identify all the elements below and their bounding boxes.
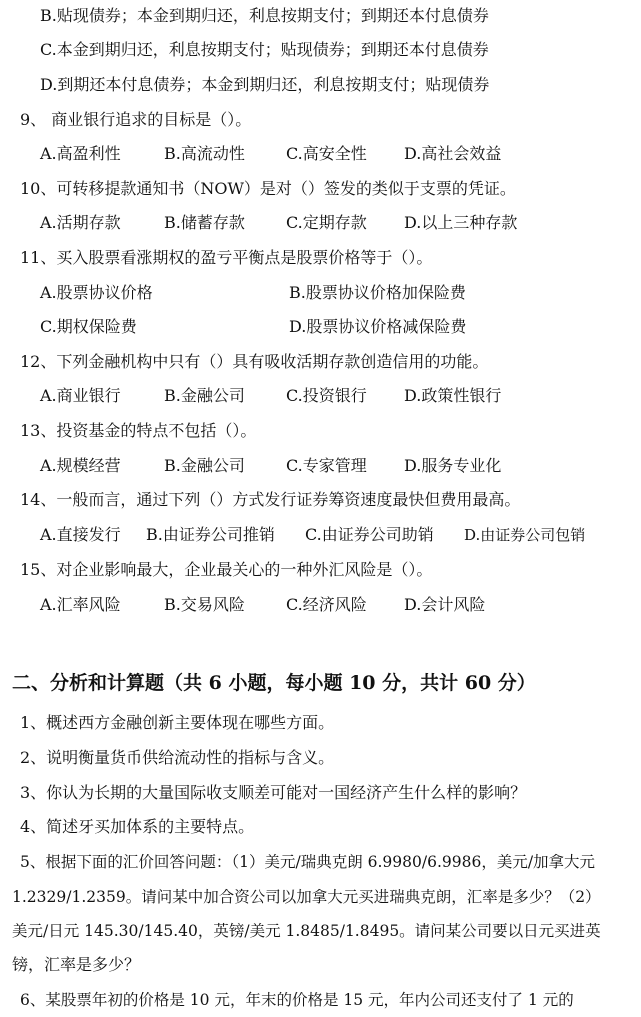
q11-option-b: B.股票协议价格加保险费: [289, 283, 466, 302]
q8-option-d: D.到期还本付息债券；本金到期归还，利息按期支付；贴现债券: [40, 75, 490, 94]
section2-item-6-line-1: 6、某股票年初的价格是 10 元，年末的价格是 15 元，年内公司还支付了 1 元的: [20, 991, 574, 1009]
q11-stem: 11、买入股票看涨期权的盈亏平衡点是股票价格等于（）。: [20, 248, 433, 267]
q14-option-d: D.由证券公司包销: [464, 526, 586, 544]
q14-option-b: B.由证券公司推销: [146, 525, 275, 544]
section2-item-5-line-3: 美元/日元 145.30/145.40，英镑/美元 1.8485/1.8495。请问某公司要以日元买进英: [12, 922, 601, 940]
q14-stem: 14、一般而言，通过下列（）方式发行证券筹资速度最快但费用最高。: [20, 490, 521, 509]
q10-stem: 10、可转移提款通知书（NOW）是对（）签发的类似于支票的凭证。: [20, 179, 516, 198]
q14-option-a: A.直接发行: [40, 525, 121, 544]
q15-option-b: B.交易风险: [164, 595, 245, 614]
q15-option-d: D.会计风险: [404, 595, 486, 614]
section2-item-1: 1、概述西方金融创新主要体现在哪些方面。: [20, 713, 335, 732]
q12-option-d: D.政策性银行: [404, 386, 502, 405]
q8-option-c: C.本金到期归还，利息按期支付；贴现债券；到期还本付息债券: [40, 40, 489, 59]
section2-heading: 二、分析和计算题（共 6 小题，每小题 10 分，共计 60 分）: [12, 672, 536, 694]
q11-option-a: A.股票协议价格: [40, 283, 153, 302]
q11-option-c: C.期权保险费: [40, 317, 137, 336]
q13-option-b: B.金融公司: [164, 456, 245, 475]
q9-option-c: C.高安全性: [286, 144, 367, 163]
q15-option-c: C.经济风险: [286, 595, 367, 614]
q10-option-c: C.定期存款: [286, 213, 367, 232]
q9-stem: 9、 商业银行追求的目标是（）。: [20, 110, 252, 129]
q12-option-b: B.金融公司: [164, 386, 245, 405]
q14-option-c: C.由证券公司助销: [305, 525, 434, 544]
q10-option-a: A.活期存款: [40, 213, 121, 232]
q9-option-a: A.高盈利性: [40, 144, 121, 163]
section2-item-5-line-2: 1.2329/1.2359。请问某中加合资公司以加拿大元买进瑞典克朗，汇率是多少？（2）: [12, 888, 601, 906]
section2-item-5-line-4: 镑，汇率是多少？: [12, 955, 141, 974]
q13-option-c: C.专家管理: [286, 456, 367, 475]
section2-item-4: 4、简述牙买加体系的主要特点。: [20, 817, 255, 836]
section2-item-5-line-1: 5、根据下面的汇价回答问题：（1）美元/瑞典克朗 6.9980/6.9986，美元/加拿大元: [20, 853, 596, 871]
q15-stem: 15、对企业影响最大，企业最关心的一种外汇风险是（）。: [20, 560, 433, 579]
q13-option-d: D.服务专业化: [404, 456, 502, 475]
q12-option-a: A.商业银行: [40, 386, 121, 405]
q9-option-b: B.高流动性: [164, 144, 245, 163]
q12-option-c: C.投资银行: [286, 386, 367, 405]
q10-option-d: D.以上三种存款: [404, 213, 518, 232]
q13-stem: 13、投资基金的特点不包括（）。: [20, 421, 257, 440]
q12-stem: 12、下列金融机构中只有（）具有吸收活期存款创造信用的功能。: [20, 352, 489, 371]
q13-option-a: A.规模经营: [40, 456, 121, 475]
q10-option-b: B.储蓄存款: [164, 213, 245, 232]
section2-item-2: 2、说明衡量货币供给流动性的指标与含义。: [20, 748, 335, 767]
q15-option-a: A.汇率风险: [40, 595, 121, 614]
q9-option-d: D.高社会效益: [404, 144, 502, 163]
section2-item-3: 3、你认为长期的大量国际收支顺差可能对一国经济产生什么样的影响？: [20, 783, 527, 802]
q11-option-d: D.股票协议价格减保险费: [289, 317, 467, 336]
q8-option-b: B.贴现债券；本金到期归还，利息按期支付；到期还本付息债券: [40, 6, 489, 25]
